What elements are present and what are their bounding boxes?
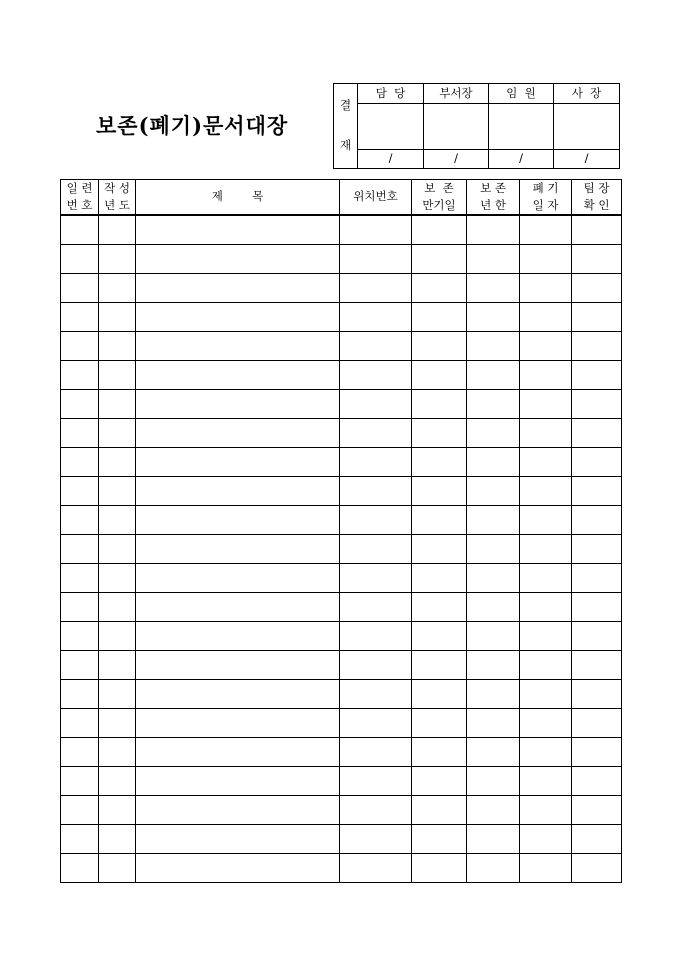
cell-expiry[interactable] <box>412 854 467 883</box>
cell-year[interactable] <box>99 390 136 419</box>
cell-expiry[interactable] <box>412 245 467 274</box>
cell-expiry[interactable] <box>412 361 467 390</box>
cell-confirm[interactable] <box>572 767 622 796</box>
cell-serial[interactable] <box>61 215 99 245</box>
table-row <box>61 332 622 361</box>
cell-location[interactable] <box>340 709 412 738</box>
cell-location[interactable] <box>340 245 412 274</box>
cell-confirm[interactable] <box>572 738 622 767</box>
cell-year[interactable] <box>99 332 136 361</box>
cell-period[interactable] <box>467 738 520 767</box>
cell-subject[interactable] <box>136 564 340 593</box>
cell-disposal[interactable] <box>520 361 572 390</box>
cell-disposal[interactable] <box>520 303 572 332</box>
cell-serial[interactable] <box>61 535 99 564</box>
cell-period[interactable] <box>467 709 520 738</box>
cell-confirm[interactable] <box>572 680 622 709</box>
cell-serial[interactable] <box>61 245 99 274</box>
cell-subject[interactable] <box>136 593 340 622</box>
cell-period[interactable] <box>467 303 520 332</box>
cell-disposal[interactable] <box>520 796 572 825</box>
role-manager: 부서장 <box>424 84 489 104</box>
sign-date-president[interactable]: / <box>554 150 620 169</box>
cell-subject[interactable] <box>136 303 340 332</box>
cell-expiry[interactable] <box>412 274 467 303</box>
sign-date-executive[interactable]: / <box>489 150 554 169</box>
cell-period[interactable] <box>467 796 520 825</box>
col-subject: 제 목 <box>136 180 340 216</box>
col-disposal-date: 폐 기 일 자 <box>520 180 572 216</box>
cell-location[interactable] <box>340 477 412 506</box>
cell-subject[interactable] <box>136 854 340 883</box>
cell-subject[interactable] <box>136 709 340 738</box>
table-row <box>61 419 622 448</box>
cell-location[interactable] <box>340 332 412 361</box>
cell-disposal[interactable] <box>520 709 572 738</box>
cell-expiry[interactable] <box>412 535 467 564</box>
approval-box <box>333 83 620 169</box>
cell-confirm[interactable] <box>572 622 622 651</box>
cell-confirm[interactable] <box>572 448 622 477</box>
cell-serial[interactable] <box>61 477 99 506</box>
cell-year[interactable] <box>99 593 136 622</box>
cell-subject[interactable] <box>136 215 340 245</box>
cell-disposal[interactable] <box>520 622 572 651</box>
cell-year[interactable] <box>99 419 136 448</box>
cell-serial[interactable] <box>61 274 99 303</box>
cell-serial[interactable] <box>61 332 99 361</box>
cell-serial[interactable] <box>61 303 99 332</box>
cell-period[interactable] <box>467 593 520 622</box>
cell-disposal[interactable] <box>520 390 572 419</box>
table-row <box>61 622 622 651</box>
table-row <box>61 651 622 680</box>
cell-confirm[interactable] <box>572 477 622 506</box>
cell-serial[interactable] <box>61 651 99 680</box>
approval-label-bottom: 재 <box>339 138 352 153</box>
cell-subject[interactable] <box>136 738 340 767</box>
table-row <box>61 448 622 477</box>
cell-subject[interactable] <box>136 390 340 419</box>
cell-expiry[interactable] <box>412 767 467 796</box>
cell-year[interactable] <box>99 709 136 738</box>
table-row <box>61 535 622 564</box>
cell-disposal[interactable] <box>520 680 572 709</box>
cell-disposal[interactable] <box>520 477 572 506</box>
cell-disposal[interactable] <box>520 274 572 303</box>
cell-location[interactable] <box>340 738 412 767</box>
cell-serial[interactable] <box>61 709 99 738</box>
cell-disposal[interactable] <box>520 564 572 593</box>
cell-year[interactable] <box>99 506 136 535</box>
cell-serial[interactable] <box>61 564 99 593</box>
cell-location[interactable] <box>340 390 412 419</box>
cell-serial[interactable] <box>61 506 99 535</box>
role-president: 사 장 <box>554 84 620 104</box>
cell-expiry[interactable] <box>412 651 467 680</box>
cell-location[interactable] <box>340 274 412 303</box>
cell-year[interactable] <box>99 535 136 564</box>
cell-period[interactable] <box>467 274 520 303</box>
table-row <box>61 767 622 796</box>
cell-year[interactable] <box>99 448 136 477</box>
cell-location[interactable] <box>340 215 412 245</box>
cell-expiry[interactable] <box>412 622 467 651</box>
cell-disposal[interactable] <box>520 506 572 535</box>
cell-period[interactable] <box>467 680 520 709</box>
cell-period[interactable] <box>467 215 520 245</box>
approval-label-top: 결 <box>339 98 352 113</box>
cell-confirm[interactable] <box>572 535 622 564</box>
sign-box-manager[interactable] <box>424 104 489 150</box>
cell-confirm[interactable] <box>572 419 622 448</box>
table-row <box>61 303 622 332</box>
cell-year[interactable] <box>99 361 136 390</box>
cell-serial[interactable] <box>61 796 99 825</box>
cell-location[interactable] <box>340 448 412 477</box>
cell-serial[interactable] <box>61 680 99 709</box>
cell-location[interactable] <box>340 303 412 332</box>
cell-location[interactable] <box>340 622 412 651</box>
cell-disposal[interactable] <box>520 419 572 448</box>
cell-period[interactable] <box>467 651 520 680</box>
cell-period[interactable] <box>467 361 520 390</box>
cell-subject[interactable] <box>136 506 340 535</box>
cell-serial[interactable] <box>61 854 99 883</box>
cell-expiry[interactable] <box>412 390 467 419</box>
cell-disposal[interactable] <box>520 245 572 274</box>
role-staff: 담 당 <box>358 84 424 104</box>
cell-expiry[interactable] <box>412 738 467 767</box>
table-row <box>61 477 622 506</box>
cell-year[interactable] <box>99 564 136 593</box>
cell-subject[interactable] <box>136 245 340 274</box>
sign-date-staff[interactable]: / <box>358 150 424 169</box>
cell-confirm[interactable] <box>572 274 622 303</box>
table-row <box>61 738 622 767</box>
cell-period[interactable] <box>467 622 520 651</box>
cell-subject[interactable] <box>136 767 340 796</box>
col-written-year: 작 성 년 도 <box>99 180 136 216</box>
cell-location[interactable] <box>340 535 412 564</box>
cell-confirm[interactable] <box>572 245 622 274</box>
cell-location[interactable] <box>340 767 412 796</box>
cell-disposal[interactable] <box>520 651 572 680</box>
cell-confirm[interactable] <box>572 332 622 361</box>
cell-serial[interactable] <box>61 361 99 390</box>
cell-expiry[interactable] <box>412 332 467 361</box>
cell-confirm[interactable] <box>572 564 622 593</box>
role-executive: 임 원 <box>489 84 554 104</box>
cell-subject[interactable] <box>136 535 340 564</box>
sign-date-manager[interactable]: / <box>424 150 489 169</box>
cell-serial[interactable] <box>61 767 99 796</box>
cell-expiry[interactable] <box>412 796 467 825</box>
table-row <box>61 825 622 854</box>
cell-confirm[interactable] <box>572 390 622 419</box>
table-row <box>61 274 622 303</box>
table-row <box>61 854 622 883</box>
cell-confirm[interactable] <box>572 361 622 390</box>
cell-confirm[interactable] <box>572 506 622 535</box>
cell-year[interactable] <box>99 854 136 883</box>
cell-subject[interactable] <box>136 651 340 680</box>
cell-year[interactable] <box>99 274 136 303</box>
cell-confirm[interactable] <box>572 709 622 738</box>
cell-disposal[interactable] <box>520 215 572 245</box>
cell-year[interactable] <box>99 738 136 767</box>
cell-serial[interactable] <box>61 622 99 651</box>
register-body <box>61 215 622 883</box>
table-row <box>61 593 622 622</box>
cell-expiry[interactable] <box>412 593 467 622</box>
col-serial-number: 일 련 번 호 <box>61 180 99 216</box>
cell-confirm[interactable] <box>572 825 622 854</box>
cell-disposal[interactable] <box>520 767 572 796</box>
cell-confirm[interactable] <box>572 796 622 825</box>
cell-expiry[interactable] <box>412 564 467 593</box>
cell-subject[interactable] <box>136 622 340 651</box>
cell-location[interactable] <box>340 825 412 854</box>
cell-location[interactable] <box>340 593 412 622</box>
table-row <box>61 215 622 245</box>
cell-location[interactable] <box>340 680 412 709</box>
cell-year[interactable] <box>99 477 136 506</box>
cell-period[interactable] <box>467 419 520 448</box>
sign-box-executive[interactable] <box>489 104 554 150</box>
cell-expiry[interactable] <box>412 215 467 245</box>
cell-expiry[interactable] <box>412 303 467 332</box>
cell-location[interactable] <box>340 854 412 883</box>
cell-confirm[interactable] <box>572 215 622 245</box>
cell-subject[interactable] <box>136 274 340 303</box>
cell-location[interactable] <box>340 564 412 593</box>
cell-expiry[interactable] <box>412 506 467 535</box>
cell-year[interactable] <box>99 767 136 796</box>
cell-period[interactable] <box>467 854 520 883</box>
page-title: 보존(폐기)문서대장 <box>96 113 289 138</box>
cell-period[interactable] <box>467 332 520 361</box>
table-row <box>61 506 622 535</box>
cell-location[interactable] <box>340 796 412 825</box>
cell-expiry[interactable] <box>412 419 467 448</box>
cell-period[interactable] <box>467 535 520 564</box>
cell-period[interactable] <box>467 506 520 535</box>
cell-subject[interactable] <box>136 332 340 361</box>
cell-confirm[interactable] <box>572 854 622 883</box>
cell-serial[interactable] <box>61 738 99 767</box>
col-location-number: 위치번호 <box>340 180 412 216</box>
cell-disposal[interactable] <box>520 825 572 854</box>
cell-subject[interactable] <box>136 477 340 506</box>
cell-year[interactable] <box>99 825 136 854</box>
table-row <box>61 390 622 419</box>
cell-subject[interactable] <box>136 361 340 390</box>
cell-year[interactable] <box>99 245 136 274</box>
cell-disposal[interactable] <box>520 738 572 767</box>
cell-period[interactable] <box>467 448 520 477</box>
cell-period[interactable] <box>467 767 520 796</box>
cell-year[interactable] <box>99 215 136 245</box>
cell-disposal[interactable] <box>520 448 572 477</box>
cell-period[interactable] <box>467 825 520 854</box>
cell-confirm[interactable] <box>572 593 622 622</box>
col-retention-expiry: 보 존 만기일 <box>412 180 467 216</box>
cell-subject[interactable] <box>136 680 340 709</box>
cell-location[interactable] <box>340 651 412 680</box>
cell-serial[interactable] <box>61 593 99 622</box>
cell-disposal[interactable] <box>520 593 572 622</box>
cell-confirm[interactable] <box>572 303 622 332</box>
cell-year[interactable] <box>99 303 136 332</box>
sign-box-president[interactable] <box>554 104 620 150</box>
cell-serial[interactable] <box>61 419 99 448</box>
cell-disposal[interactable] <box>520 332 572 361</box>
table-row <box>61 709 622 738</box>
cell-expiry[interactable] <box>412 680 467 709</box>
table-row <box>61 564 622 593</box>
cell-serial[interactable] <box>61 390 99 419</box>
cell-disposal[interactable] <box>520 535 572 564</box>
cell-expiry[interactable] <box>412 477 467 506</box>
cell-subject[interactable] <box>136 796 340 825</box>
cell-confirm[interactable] <box>572 651 622 680</box>
cell-period[interactable] <box>467 564 520 593</box>
table-row <box>61 245 622 274</box>
table-row <box>61 680 622 709</box>
table-row <box>61 361 622 390</box>
table-row <box>61 796 622 825</box>
cell-location[interactable] <box>340 506 412 535</box>
cell-location[interactable] <box>340 419 412 448</box>
cell-year[interactable] <box>99 622 136 651</box>
cell-period[interactable] <box>467 245 520 274</box>
cell-subject[interactable] <box>136 419 340 448</box>
document-register-table <box>60 179 622 883</box>
cell-expiry[interactable] <box>412 709 467 738</box>
cell-expiry[interactable] <box>412 825 467 854</box>
col-retention-period: 보 존 년 한 <box>467 180 520 216</box>
approval-label <box>334 84 358 169</box>
cell-disposal[interactable] <box>520 854 572 883</box>
cell-period[interactable] <box>467 477 520 506</box>
cell-subject[interactable] <box>136 448 340 477</box>
cell-year[interactable] <box>99 796 136 825</box>
cell-period[interactable] <box>467 390 520 419</box>
cell-location[interactable] <box>340 361 412 390</box>
cell-year[interactable] <box>99 680 136 709</box>
cell-expiry[interactable] <box>412 448 467 477</box>
col-team-leader-confirm: 팀 장 확 인 <box>572 180 622 216</box>
sign-box-staff[interactable] <box>358 104 424 150</box>
cell-subject[interactable] <box>136 825 340 854</box>
cell-serial[interactable] <box>61 448 99 477</box>
cell-serial[interactable] <box>61 825 99 854</box>
cell-year[interactable] <box>99 651 136 680</box>
